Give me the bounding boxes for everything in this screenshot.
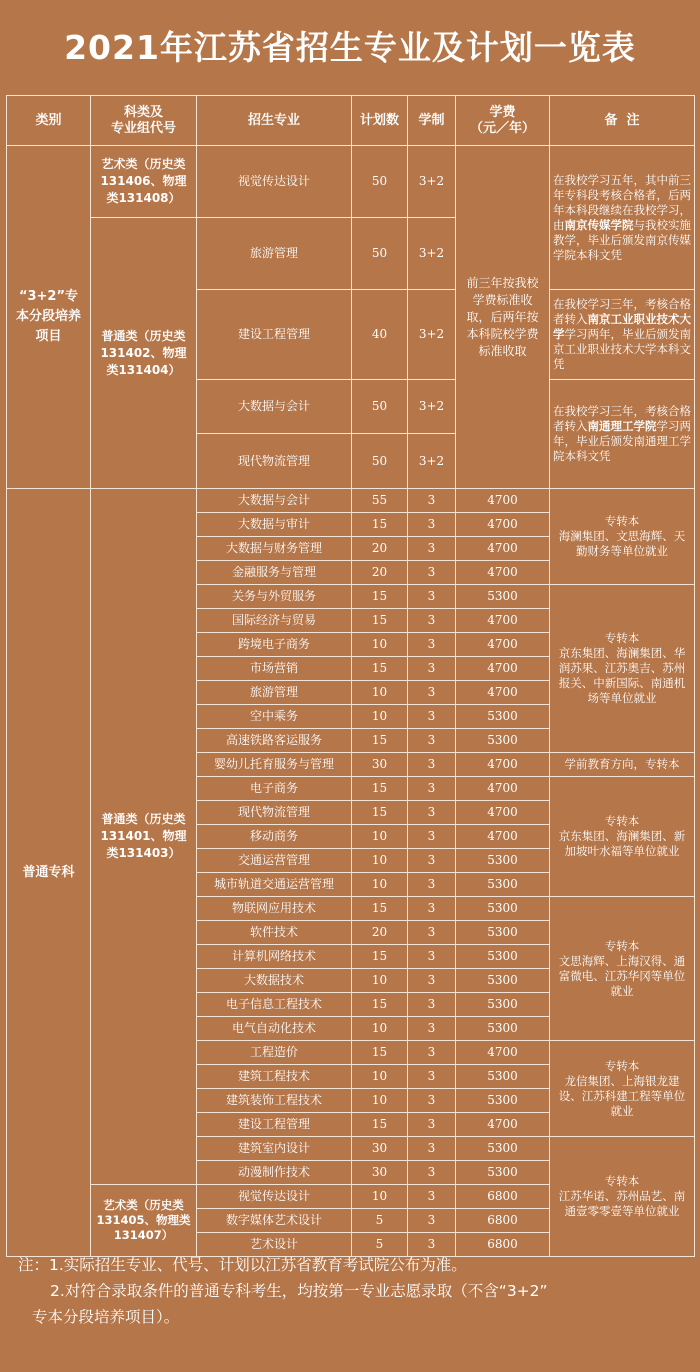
fee-cell: 4700	[456, 777, 550, 801]
fee-note-3plus2: 前三年按我校学费标准收取，后两年按本科院校学费标准收取	[456, 146, 550, 489]
duration-cell: 3	[408, 1089, 456, 1113]
duration-cell: 3	[408, 705, 456, 729]
footnote-2-cont: 专本分段培养项目）。	[32, 1308, 180, 1326]
duration-cell: 3	[408, 753, 456, 777]
duration-cell: 3	[408, 681, 456, 705]
plan-cell: 10	[352, 1017, 408, 1041]
plan-cell: 5	[352, 1233, 408, 1257]
plan-cell: 10	[352, 1089, 408, 1113]
duration-cell: 3	[408, 729, 456, 753]
footnote-1: 注：1.实际招生专业、代号、计划以江苏省教育考试院公布为准。	[18, 1256, 467, 1274]
major-cell: 高速铁路客运服务	[197, 729, 352, 753]
duration-cell: 3	[408, 849, 456, 873]
remark-cell: 专转本 京东集团、海澜集团、华润苏果、江苏奥吉、苏州报关、中新国际、南通机场等单位就业	[550, 585, 695, 753]
fee-cell: 4700	[456, 537, 550, 561]
fee-cell: 4700	[456, 513, 550, 537]
duration-cell: 3	[408, 921, 456, 945]
fee-cell: 4700	[456, 657, 550, 681]
major-cell: 电子商务	[197, 777, 352, 801]
fee-cell: 5300	[456, 849, 550, 873]
major-cell: 视觉传达设计	[197, 146, 352, 218]
remark-text: 学习两年，毕业后颁发南通理工学院本科文凭	[553, 419, 691, 463]
remark-text: 与我校实施教学，毕业后颁发南京传媒学院本科文凭	[553, 217, 691, 262]
remark-text: 学习两年，毕业后颁发南京工业职业技术大学本科文凭	[553, 327, 691, 371]
plan-cell: 55	[352, 489, 408, 513]
major-cell: 交通运营管理	[197, 849, 352, 873]
header-row	[7, 96, 695, 146]
duration-cell: 3	[408, 1209, 456, 1233]
duration-cell: 3	[408, 633, 456, 657]
major-cell: 大数据与审计	[197, 513, 352, 537]
major-cell: 大数据与会计	[197, 380, 352, 434]
major-cell: 建筑工程技术	[197, 1065, 352, 1089]
plan-cell: 15	[352, 777, 408, 801]
plan-cell: 10	[352, 969, 408, 993]
plan-cell: 10	[352, 705, 408, 729]
major-cell: 大数据与会计	[197, 489, 352, 513]
plan-cell: 20	[352, 921, 408, 945]
plan-cell: 15	[352, 1113, 408, 1137]
fee-cell: 4700	[456, 633, 550, 657]
plan-cell: 50	[352, 380, 408, 434]
major-cell: 软件技术	[197, 921, 352, 945]
remark-text: 在我校学习三年，考核合格者转入	[553, 404, 691, 433]
duration-cell: 3	[408, 873, 456, 897]
page-title: 2021年江苏省招生专业及计划一览表	[64, 28, 636, 67]
duration-cell: 3	[408, 1041, 456, 1065]
duration-cell: 3	[408, 1065, 456, 1089]
plan-cell: 15	[352, 897, 408, 921]
plan-cell: 15	[352, 801, 408, 825]
remark-cell: 学前教育方向，专转本	[550, 753, 695, 777]
fee-cell: 6800	[456, 1185, 550, 1209]
group-art-regular: 艺术类（历史类131405、物理类131407）	[91, 1185, 197, 1257]
plan-cell: 10	[352, 849, 408, 873]
fee-cell: 5300	[456, 1089, 550, 1113]
major-cell: 国际经济与贸易	[197, 609, 352, 633]
header-category: 类别	[7, 96, 91, 146]
enrollment-plan-table	[6, 95, 695, 1257]
plan-cell: 10	[352, 873, 408, 897]
group-general-3plus2: 普通类（历史类131402、物理类131404）	[91, 218, 197, 489]
plan-cell: 20	[352, 537, 408, 561]
duration-cell: 3	[408, 489, 456, 513]
footnote-2: 2.对符合录取条件的普通专科考生，均按第一专业志愿录取（不含“3+2”	[50, 1282, 548, 1300]
major-cell: 婴幼儿托育服务与管理	[197, 753, 352, 777]
fee-cell: 5300	[456, 969, 550, 993]
fee-cell: 4700	[456, 801, 550, 825]
plan-cell: 15	[352, 657, 408, 681]
remark-school: 南京传媒学院	[564, 217, 634, 232]
plan-cell: 15	[352, 993, 408, 1017]
duration-cell: 3+2	[408, 434, 456, 489]
duration-cell: 3	[408, 513, 456, 537]
duration-cell: 3	[408, 897, 456, 921]
remark-school: 南通理工学院	[587, 419, 657, 433]
major-cell: 城市轨道交通运营管理	[197, 873, 352, 897]
general-section	[7, 489, 695, 1257]
duration-cell: 3	[408, 1233, 456, 1257]
duration-cell: 3	[408, 825, 456, 849]
fee-cell: 5300	[456, 1017, 550, 1041]
plan-cell: 15	[352, 945, 408, 969]
duration-cell: 3	[408, 993, 456, 1017]
remark-nantong-tech	[550, 380, 695, 489]
major-cell: 现代物流管理	[197, 434, 352, 489]
plan-cell: 40	[352, 290, 408, 380]
fee-cell: 5300	[456, 1065, 550, 1089]
duration-cell: 3+2	[408, 290, 456, 380]
duration-cell: 3	[408, 1137, 456, 1161]
plan-cell: 10	[352, 825, 408, 849]
plan-cell: 50	[352, 218, 408, 290]
fee-cell: 5300	[456, 873, 550, 897]
major-cell: 物联网应用技术	[197, 897, 352, 921]
duration-cell: 3	[408, 969, 456, 993]
remark-cell: 专转本 京东集团、海澜集团、新加坡叶水福等单位就业	[550, 777, 695, 897]
fee-cell: 6800	[456, 1209, 550, 1233]
duration-cell: 3+2	[408, 146, 456, 218]
duration-cell: 3	[408, 1017, 456, 1041]
fee-cell: 4700	[456, 1113, 550, 1137]
remark-cell: 专转本 海澜集团、文思海辉、天勤财务等单位就业	[550, 489, 695, 585]
fee-cell: 5300	[456, 897, 550, 921]
major-cell: 空中乘务	[197, 705, 352, 729]
major-cell: 计算机网络技术	[197, 945, 352, 969]
header-duration: 学制	[408, 96, 456, 146]
plan-cell: 30	[352, 1161, 408, 1185]
remark-school: 南京工业职业技术大学	[553, 312, 691, 341]
major-cell: 动漫制作技术	[197, 1161, 352, 1185]
major-cell: 建设工程管理	[197, 290, 352, 380]
major-cell: 大数据与财务管理	[197, 537, 352, 561]
group-art-3plus2: 艺术类（历史类131406、物理类131408）	[91, 146, 197, 218]
major-cell: 旅游管理	[197, 681, 352, 705]
header-remark: 备 注	[550, 96, 695, 146]
major-cell: 艺术设计	[197, 1233, 352, 1257]
table-row	[7, 489, 695, 513]
fee-cell: 5300	[456, 729, 550, 753]
table-row	[7, 146, 695, 218]
plan-cell: 50	[352, 434, 408, 489]
plan-cell: 50	[352, 146, 408, 218]
fee-cell: 5300	[456, 585, 550, 609]
duration-cell: 3	[408, 537, 456, 561]
fee-cell: 5300	[456, 705, 550, 729]
major-cell: 视觉传达设计	[197, 1185, 352, 1209]
plan-cell: 15	[352, 1041, 408, 1065]
plan-cell: 30	[352, 753, 408, 777]
major-cell: 建设工程管理	[197, 1113, 352, 1137]
plan-cell: 30	[352, 1137, 408, 1161]
duration-cell: 3	[408, 1185, 456, 1209]
duration-cell: 3	[408, 801, 456, 825]
remark-cell: 专转本 江苏华诺、苏州品艺、南通壹零零壹等单位就业	[550, 1137, 695, 1257]
remark-nanjing-media	[550, 146, 695, 290]
fee-cell: 4700	[456, 681, 550, 705]
duration-cell: 3+2	[408, 218, 456, 290]
plan-cell: 5	[352, 1209, 408, 1233]
major-cell: 移动商务	[197, 825, 352, 849]
fee-cell: 4700	[456, 489, 550, 513]
fee-cell: 5300	[456, 1137, 550, 1161]
plan-cell: 20	[352, 561, 408, 585]
fee-cell: 4700	[456, 609, 550, 633]
major-cell: 电子信息工程技术	[197, 993, 352, 1017]
plan-cell: 10	[352, 1185, 408, 1209]
fee-cell: 5300	[456, 1161, 550, 1185]
header-major: 招生专业	[197, 96, 352, 146]
major-cell: 建筑室内设计	[197, 1137, 352, 1161]
plan-cell: 10	[352, 1065, 408, 1089]
plan-cell: 10	[352, 681, 408, 705]
remark-text: 在我校学习三年，考核合格者转入	[553, 297, 691, 326]
major-cell: 跨境电子商务	[197, 633, 352, 657]
fee-cell: 4700	[456, 1041, 550, 1065]
duration-cell: 3	[408, 609, 456, 633]
major-cell: 市场营销	[197, 657, 352, 681]
major-cell: 大数据技术	[197, 969, 352, 993]
fee-cell: 6800	[456, 1233, 550, 1257]
group-general-regular: 普通类（历史类131401、物理类131403）	[91, 489, 197, 1185]
plan-cell: 10	[352, 633, 408, 657]
duration-cell: 3	[408, 777, 456, 801]
duration-cell: 3	[408, 561, 456, 585]
remark-nanjing-industrial	[550, 290, 695, 380]
plan-cell: 15	[352, 585, 408, 609]
major-cell: 金融服务与管理	[197, 561, 352, 585]
fee-cell: 4700	[456, 825, 550, 849]
major-cell: 电气自动化技术	[197, 1017, 352, 1041]
remark-text: 在我校学习五年，其中前三年专科段考核合格者，后两年本科段继续在我校学习，由	[553, 172, 691, 232]
fee-cell: 4700	[456, 561, 550, 585]
remark-cell: 专转本 文思海辉、上海汉得、通富微电、江苏华冈等单位就业	[550, 897, 695, 1041]
header-plan: 计划数	[352, 96, 408, 146]
fee-cell: 5300	[456, 993, 550, 1017]
category-general: 普通专科	[7, 489, 91, 1257]
header-fee: 学费 （元／年）	[456, 96, 550, 146]
footnotes	[18, 1252, 688, 1330]
remark-cell: 专转本 龙信集团、上海银龙建设、江苏科建工程等单位就业	[550, 1041, 695, 1137]
major-cell: 关务与外贸服务	[197, 585, 352, 609]
duration-cell: 3	[408, 1161, 456, 1185]
major-cell: 数字媒体艺术设计	[197, 1209, 352, 1233]
plan-cell: 15	[352, 609, 408, 633]
major-cell: 现代物流管理	[197, 801, 352, 825]
major-cell: 旅游管理	[197, 218, 352, 290]
fee-cell: 4700	[456, 753, 550, 777]
plan-cell: 15	[352, 729, 408, 753]
category-3plus2: “3+2”专本分段培养项目	[7, 146, 91, 489]
major-cell: 建筑装饰工程技术	[197, 1089, 352, 1113]
fee-cell: 5300	[456, 945, 550, 969]
duration-cell: 3	[408, 945, 456, 969]
header-group: 科类及 专业组代号	[91, 96, 197, 146]
fee-cell: 5300	[456, 921, 550, 945]
duration-cell: 3	[408, 585, 456, 609]
duration-cell: 3+2	[408, 380, 456, 434]
duration-cell: 3	[408, 1113, 456, 1137]
duration-cell: 3	[408, 657, 456, 681]
major-cell: 工程造价	[197, 1041, 352, 1065]
plan-cell: 15	[352, 513, 408, 537]
